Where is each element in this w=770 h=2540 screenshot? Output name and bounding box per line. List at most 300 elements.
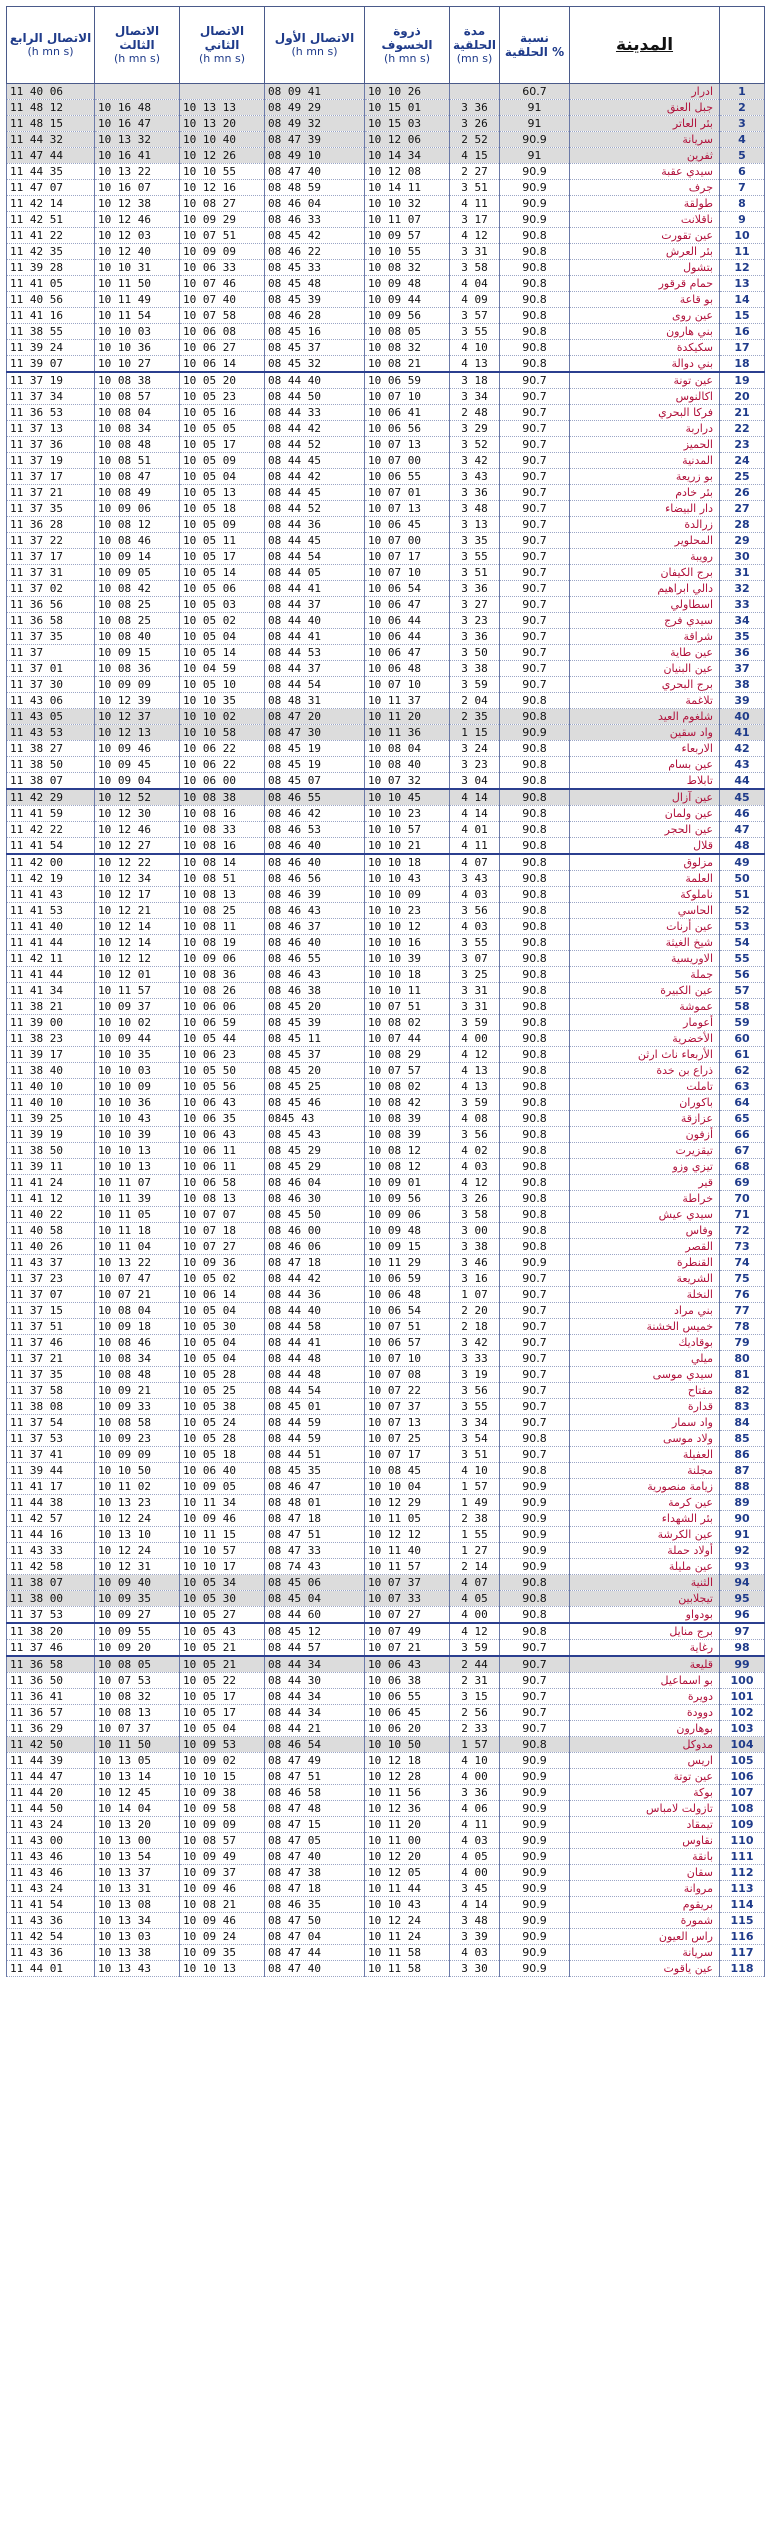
peak-cell: 10 10 50 — [365, 1737, 450, 1753]
index-cell: 25 — [720, 469, 765, 485]
contact-4-cell: 11 41 17 — [7, 1479, 95, 1495]
contact-4-cell: 11 37 22 — [7, 533, 95, 549]
peak-cell: 10 06 55 — [365, 1689, 450, 1705]
percent-cell: 90.9 — [500, 1929, 570, 1945]
city-cell: بوكة — [570, 1785, 720, 1801]
percent-cell: 90.8 — [500, 356, 570, 373]
city-cell: بئر الشهداء — [570, 1511, 720, 1527]
duration-cell: 3 23 — [450, 613, 500, 629]
city-cell: واد سمار — [570, 1415, 720, 1431]
contact-2-cell: 10 05 20 — [180, 372, 265, 389]
city-cell: دالي ابراهيم — [570, 581, 720, 597]
percent-cell: 90.8 — [500, 1095, 570, 1111]
contact-4-cell: 11 44 39 — [7, 1753, 95, 1769]
contact-4-cell: 11 37 19 — [7, 372, 95, 389]
table-row — [7, 1335, 765, 1351]
city-cell: أعومار — [570, 1015, 720, 1031]
index-cell: 58 — [720, 999, 765, 1015]
table-row — [7, 967, 765, 983]
city-cell: مجلنة — [570, 1463, 720, 1479]
city-cell: بو زريعة — [570, 469, 720, 485]
index-cell: 19 — [720, 372, 765, 389]
contact-3-cell: 10 08 25 — [95, 597, 180, 613]
contact-2-cell: 10 10 55 — [180, 164, 265, 180]
city-cell: سيدي عيش — [570, 1207, 720, 1223]
contact-1-cell: 08 47 49 — [265, 1753, 365, 1769]
contact-1-cell: 08 46 37 — [265, 919, 365, 935]
contact-3-cell: 10 09 14 — [95, 549, 180, 565]
city-cell: الأخضرية — [570, 1031, 720, 1047]
contact-2-cell: 10 10 15 — [180, 1769, 265, 1785]
contact-1-cell: 08 45 32 — [265, 356, 365, 373]
percent-cell: 90.8 — [500, 822, 570, 838]
percent-cell: 90.8 — [500, 1737, 570, 1753]
peak-cell: 10 10 11 — [365, 983, 450, 999]
index-cell: 5 — [720, 148, 765, 164]
contact-1-cell: 08 44 50 — [265, 389, 365, 405]
percent-cell: 90.9 — [500, 1817, 570, 1833]
index-cell: 97 — [720, 1623, 765, 1640]
table-row — [7, 597, 765, 613]
table-row — [7, 437, 765, 453]
table-row — [7, 405, 765, 421]
contact-3-cell: 10 13 22 — [95, 1255, 180, 1271]
contact-2-cell: 10 09 46 — [180, 1511, 265, 1527]
contact-4-cell: 11 40 56 — [7, 292, 95, 308]
table-row — [7, 389, 765, 405]
index-cell: 22 — [720, 421, 765, 437]
contact-1-cell: 08 46 54 — [265, 1737, 365, 1753]
contact-4-cell: 11 44 47 — [7, 1769, 95, 1785]
percent-cell: 90.8 — [500, 983, 570, 999]
table-row — [7, 1143, 765, 1159]
contact-3-cell: 10 08 40 — [95, 629, 180, 645]
city-cell: طولقة — [570, 196, 720, 212]
contact-2-cell: 10 05 50 — [180, 1063, 265, 1079]
duration-cell: 3 38 — [450, 661, 500, 677]
contact-3-cell: 10 09 37 — [95, 999, 180, 1015]
peak-cell: 10 06 59 — [365, 1271, 450, 1287]
city-cell: عزازقة — [570, 1111, 720, 1127]
peak-cell: 10 09 01 — [365, 1175, 450, 1191]
peak-cell: 10 11 05 — [365, 1511, 450, 1527]
table-row — [7, 1913, 765, 1929]
contact-1-cell: 08 44 57 — [265, 1640, 365, 1657]
duration-cell: 3 42 — [450, 1335, 500, 1351]
contact-2-cell: 10 13 20 — [180, 116, 265, 132]
peak-cell: 10 10 12 — [365, 919, 450, 935]
contact-3-cell: 10 13 34 — [95, 1913, 180, 1929]
contact-1-cell: 08 47 20 — [265, 709, 365, 725]
contact-2-cell: 10 06 11 — [180, 1143, 265, 1159]
contact-1-cell: 08 47 18 — [265, 1881, 365, 1897]
contact-1-cell: 08 44 45 — [265, 533, 365, 549]
contact-3-cell: 10 08 13 — [95, 1705, 180, 1721]
city-cell: تيمقاد — [570, 1817, 720, 1833]
table-row — [7, 1591, 765, 1607]
index-cell: 49 — [720, 854, 765, 871]
contact-1-cell: 08 45 07 — [265, 773, 365, 790]
table-row — [7, 1833, 765, 1849]
percent-cell: 90.7 — [500, 485, 570, 501]
table-row — [7, 757, 765, 773]
duration-cell: 4 05 — [450, 1591, 500, 1607]
percent-cell: 90.7 — [500, 645, 570, 661]
percent-cell: 90.7 — [500, 372, 570, 389]
duration-cell: 4 06 — [450, 1801, 500, 1817]
table-row — [7, 1495, 765, 1511]
index-cell: 110 — [720, 1833, 765, 1849]
duration-cell: 2 48 — [450, 405, 500, 421]
table-row — [7, 276, 765, 292]
city-cell: تلاغمة — [570, 693, 720, 709]
contact-4-cell: 11 36 28 — [7, 517, 95, 533]
contact-2-cell: 10 05 04 — [180, 629, 265, 645]
contact-3-cell: 10 10 35 — [95, 1047, 180, 1063]
contact-1-cell: 08 45 06 — [265, 1575, 365, 1591]
table-row — [7, 887, 765, 903]
index-cell: 71 — [720, 1207, 765, 1223]
percent-cell: 90.8 — [500, 1239, 570, 1255]
duration-cell: 4 14 — [450, 806, 500, 822]
index-cell: 68 — [720, 1159, 765, 1175]
duration-cell: 3 29 — [450, 421, 500, 437]
contact-2-cell: 10 09 09 — [180, 1817, 265, 1833]
index-cell: 86 — [720, 1447, 765, 1463]
contact-3-cell: 10 10 13 — [95, 1159, 180, 1175]
duration-cell: 4 07 — [450, 1575, 500, 1591]
duration-cell: 4 07 — [450, 854, 500, 871]
percent-cell: 90.7 — [500, 1335, 570, 1351]
table-row — [7, 789, 765, 806]
duration-cell: 3 42 — [450, 453, 500, 469]
contact-2-cell: 10 05 11 — [180, 533, 265, 549]
contact-1-cell: 08 47 05 — [265, 1833, 365, 1849]
city-cell: عين البنيان — [570, 661, 720, 677]
duration-cell: 3 38 — [450, 1239, 500, 1255]
duration-cell: 3 59 — [450, 677, 500, 693]
contact-2-cell: 10 06 08 — [180, 324, 265, 340]
table-row — [7, 773, 765, 790]
table-row — [7, 1929, 765, 1945]
contact-1-cell: 08 45 42 — [265, 228, 365, 244]
contact-3-cell: 10 16 47 — [95, 116, 180, 132]
contact-2-cell: 10 05 27 — [180, 1607, 265, 1624]
contact-1-cell: 08 46 53 — [265, 822, 365, 838]
peak-cell: 10 06 48 — [365, 661, 450, 677]
contact-3-cell: 10 12 31 — [95, 1559, 180, 1575]
contact-3-cell: 10 10 31 — [95, 260, 180, 276]
contact-1-cell: 08 47 38 — [265, 1865, 365, 1881]
percent-cell: 90.7 — [500, 501, 570, 517]
percent-cell: 90.7 — [500, 469, 570, 485]
table-row — [7, 1415, 765, 1431]
index-cell: 45 — [720, 789, 765, 806]
peak-cell: 10 08 39 — [365, 1111, 450, 1127]
contact-4-cell: 11 38 20 — [7, 1623, 95, 1640]
contact-2-cell: 10 09 05 — [180, 1479, 265, 1495]
contact-3-cell: 10 12 03 — [95, 228, 180, 244]
contact-2-cell: 10 05 09 — [180, 517, 265, 533]
table-row — [7, 1159, 765, 1175]
contact-3-cell: 10 13 14 — [95, 1769, 180, 1785]
contact-3-cell: 10 09 04 — [95, 773, 180, 790]
contact-1-cell: 08 46 00 — [265, 1223, 365, 1239]
table-row — [7, 645, 765, 661]
peak-cell: 10 08 32 — [365, 260, 450, 276]
percent-cell: 90.8 — [500, 1223, 570, 1239]
index-cell: 87 — [720, 1463, 765, 1479]
peak-cell: 10 12 05 — [365, 1865, 450, 1881]
peak-cell: 10 12 18 — [365, 1753, 450, 1769]
contact-2-cell: 10 06 58 — [180, 1175, 265, 1191]
contact-3-cell: 10 09 06 — [95, 501, 180, 517]
city-cell: العفيلة — [570, 1447, 720, 1463]
contact-1-cell: 08 46 40 — [265, 935, 365, 951]
contact-1-cell: 08 45 16 — [265, 324, 365, 340]
index-cell: 13 — [720, 276, 765, 292]
contact-2-cell: 10 08 38 — [180, 789, 265, 806]
index-cell: 112 — [720, 1865, 765, 1881]
peak-cell: 10 07 44 — [365, 1031, 450, 1047]
table-row — [7, 421, 765, 437]
contact-2-cell: 10 06 22 — [180, 741, 265, 757]
contact-2-cell: 10 09 09 — [180, 244, 265, 260]
contact-1-cell: 08 44 42 — [265, 421, 365, 437]
header-duration: مدة الحلقية (mn s) — [450, 7, 500, 84]
contact-2-cell: 10 06 40 — [180, 1463, 265, 1479]
contact-3-cell: 10 07 37 — [95, 1721, 180, 1737]
table-row — [7, 903, 765, 919]
duration-cell: 1 07 — [450, 1287, 500, 1303]
contact-1-cell: 08 44 59 — [265, 1415, 365, 1431]
contact-4-cell: 11 43 24 — [7, 1817, 95, 1833]
index-cell: 14 — [720, 292, 765, 308]
duration-cell: 3 55 — [450, 549, 500, 565]
contact-4-cell: 11 43 06 — [7, 693, 95, 709]
contact-3-cell: 10 09 44 — [95, 1031, 180, 1047]
duration-cell: 3 57 — [450, 308, 500, 324]
contact-4-cell: 11 42 29 — [7, 789, 95, 806]
percent-cell: 90.8 — [500, 1015, 570, 1031]
city-cell: الاربعاء — [570, 741, 720, 757]
contact-1-cell: 08 45 37 — [265, 1047, 365, 1063]
contact-2-cell: 10 12 16 — [180, 180, 265, 196]
city-cell: أولاد حملة — [570, 1543, 720, 1559]
table-row — [7, 1031, 765, 1047]
index-cell: 118 — [720, 1961, 765, 1977]
index-cell: 16 — [720, 324, 765, 340]
duration-cell: 4 09 — [450, 292, 500, 308]
contact-2-cell: 10 05 18 — [180, 1447, 265, 1463]
city-cell: ادرار — [570, 84, 720, 100]
contact-2-cell: 10 09 06 — [180, 951, 265, 967]
peak-cell: 10 08 05 — [365, 324, 450, 340]
contact-1-cell: 08 47 40 — [265, 164, 365, 180]
index-cell: 31 — [720, 565, 765, 581]
index-cell: 6 — [720, 164, 765, 180]
contact-1-cell: 08 45 12 — [265, 1623, 365, 1640]
contact-2-cell: 10 08 33 — [180, 822, 265, 838]
header-contact-2: الاتصال الثاني (h mn s) — [180, 7, 265, 84]
table-row — [7, 1961, 765, 1977]
duration-cell: 4 08 — [450, 1111, 500, 1127]
duration-cell: 3 43 — [450, 871, 500, 887]
contact-1-cell: 08 45 39 — [265, 1015, 365, 1031]
table-row — [7, 629, 765, 645]
contact-4-cell: 11 47 07 — [7, 180, 95, 196]
duration-cell: 3 27 — [450, 597, 500, 613]
peak-cell: 10 10 16 — [365, 935, 450, 951]
contact-3-cell: 10 07 47 — [95, 1271, 180, 1287]
city-cell: ميلي — [570, 1351, 720, 1367]
contact-2-cell: 10 05 02 — [180, 1271, 265, 1287]
contact-4-cell: 11 37 17 — [7, 469, 95, 485]
contact-1-cell: 08 46 39 — [265, 887, 365, 903]
contact-3-cell: 10 16 48 — [95, 100, 180, 116]
contact-4-cell: 11 44 01 — [7, 1961, 95, 1977]
index-cell: 105 — [720, 1753, 765, 1769]
contact-2-cell: 10 10 17 — [180, 1559, 265, 1575]
city-cell: حمام قرقور — [570, 276, 720, 292]
contact-2-cell: 10 08 13 — [180, 1191, 265, 1207]
index-cell: 52 — [720, 903, 765, 919]
duration-cell: 3 56 — [450, 1383, 500, 1399]
contact-3-cell: 10 08 25 — [95, 613, 180, 629]
contact-3-cell: 10 13 20 — [95, 1817, 180, 1833]
percent-cell: 90.8 — [500, 1143, 570, 1159]
index-cell: 35 — [720, 629, 765, 645]
peak-cell: 10 09 15 — [365, 1239, 450, 1255]
duration-cell: 2 52 — [450, 132, 500, 148]
index-cell: 109 — [720, 1817, 765, 1833]
contact-4-cell: 11 42 11 — [7, 951, 95, 967]
city-cell: الحميز — [570, 437, 720, 453]
contact-2-cell: 10 05 17 — [180, 437, 265, 453]
duration-cell: 3 07 — [450, 951, 500, 967]
percent-cell: 90.9 — [500, 1543, 570, 1559]
contact-2-cell: 10 05 09 — [180, 453, 265, 469]
contact-2-cell: 10 04 59 — [180, 661, 265, 677]
contact-2-cell: 10 06 14 — [180, 1287, 265, 1303]
contact-2-cell: 10 09 38 — [180, 1785, 265, 1801]
contact-1-cell: 08 44 45 — [265, 453, 365, 469]
index-cell: 29 — [720, 533, 765, 549]
percent-cell: 90.8 — [500, 773, 570, 790]
percent-cell: 90.8 — [500, 276, 570, 292]
contact-2-cell: 10 05 04 — [180, 1303, 265, 1319]
city-cell: بني دوالة — [570, 356, 720, 373]
index-cell: 9 — [720, 212, 765, 228]
table-row — [7, 1063, 765, 1079]
contact-1-cell: 08 47 44 — [265, 1945, 365, 1961]
index-cell: 96 — [720, 1607, 765, 1624]
city-cell: عين طاية — [570, 645, 720, 661]
table-row — [7, 983, 765, 999]
contact-1-cell: 08 44 45 — [265, 485, 365, 501]
contact-4-cell: 11 38 08 — [7, 1399, 95, 1415]
contact-4-cell: 11 43 33 — [7, 1543, 95, 1559]
contact-2-cell: 10 06 35 — [180, 1111, 265, 1127]
contact-4-cell: 11 38 23 — [7, 1031, 95, 1047]
contact-1-cell: 08 44 58 — [265, 1319, 365, 1335]
duration-cell: 3 33 — [450, 1351, 500, 1367]
peak-cell: 10 11 07 — [365, 212, 450, 228]
contact-2-cell: 10 05 25 — [180, 1383, 265, 1399]
contact-4-cell: 11 37 21 — [7, 485, 95, 501]
index-cell: 106 — [720, 1769, 765, 1785]
index-cell: 48 — [720, 838, 765, 855]
contact-3-cell: 10 08 47 — [95, 469, 180, 485]
contact-3-cell: 10 09 35 — [95, 1591, 180, 1607]
percent-cell: 90.7 — [500, 1673, 570, 1689]
table-row — [7, 164, 765, 180]
duration-cell: 1 57 — [450, 1479, 500, 1495]
percent-cell: 90.8 — [500, 1159, 570, 1175]
contact-3-cell: 10 12 14 — [95, 935, 180, 951]
contact-2-cell: 10 05 17 — [180, 549, 265, 565]
peak-cell: 10 11 37 — [365, 693, 450, 709]
duration-cell: 3 59 — [450, 1095, 500, 1111]
index-cell: 62 — [720, 1063, 765, 1079]
duration-cell: 4 03 — [450, 887, 500, 903]
contact-4-cell: 11 43 36 — [7, 1945, 95, 1961]
city-cell: عين ياقوت — [570, 1961, 720, 1977]
city-cell: رغاية — [570, 1640, 720, 1657]
table-row — [7, 228, 765, 244]
contact-4-cell: 11 37 23 — [7, 1271, 95, 1287]
contact-2-cell: 10 08 16 — [180, 838, 265, 855]
duration-cell: 2 44 — [450, 1656, 500, 1673]
city-cell: جرف — [570, 180, 720, 196]
percent-cell: 90.7 — [500, 661, 570, 677]
contact-4-cell: 11 38 21 — [7, 999, 95, 1015]
percent-cell: 90.8 — [500, 1607, 570, 1624]
duration-cell: 4 13 — [450, 1079, 500, 1095]
index-cell: 46 — [720, 806, 765, 822]
peak-cell: 10 11 20 — [365, 1817, 450, 1833]
duration-cell: 2 33 — [450, 1721, 500, 1737]
table-row — [7, 822, 765, 838]
contact-2-cell: 10 11 15 — [180, 1527, 265, 1543]
peak-cell: 10 07 13 — [365, 437, 450, 453]
city-cell: بئر خادم — [570, 485, 720, 501]
contact-4-cell: 11 38 27 — [7, 741, 95, 757]
index-cell: 77 — [720, 1303, 765, 1319]
duration-cell: 3 18 — [450, 372, 500, 389]
percent-cell: 90.8 — [500, 1191, 570, 1207]
contact-2-cell: 10 08 57 — [180, 1833, 265, 1849]
index-cell: 75 — [720, 1271, 765, 1287]
contact-3-cell: 10 09 45 — [95, 757, 180, 773]
duration-cell: 3 54 — [450, 1431, 500, 1447]
index-cell: 34 — [720, 613, 765, 629]
contact-3-cell: 10 08 48 — [95, 1367, 180, 1383]
table-row — [7, 1207, 765, 1223]
contact-3-cell: 10 08 05 — [95, 1656, 180, 1673]
peak-cell: 10 10 23 — [365, 806, 450, 822]
peak-cell: 10 06 45 — [365, 1705, 450, 1721]
peak-cell: 10 11 58 — [365, 1961, 450, 1977]
contact-1-cell: 08 49 10 — [265, 148, 365, 164]
table-row — [7, 1673, 765, 1689]
contact-4-cell: 11 38 00 — [7, 1591, 95, 1607]
contact-2-cell: 10 08 21 — [180, 1897, 265, 1913]
city-cell: خراطة — [570, 1191, 720, 1207]
contact-1-cell: 08 45 33 — [265, 260, 365, 276]
city-cell: عين ولمان — [570, 806, 720, 822]
index-cell: 108 — [720, 1801, 765, 1817]
